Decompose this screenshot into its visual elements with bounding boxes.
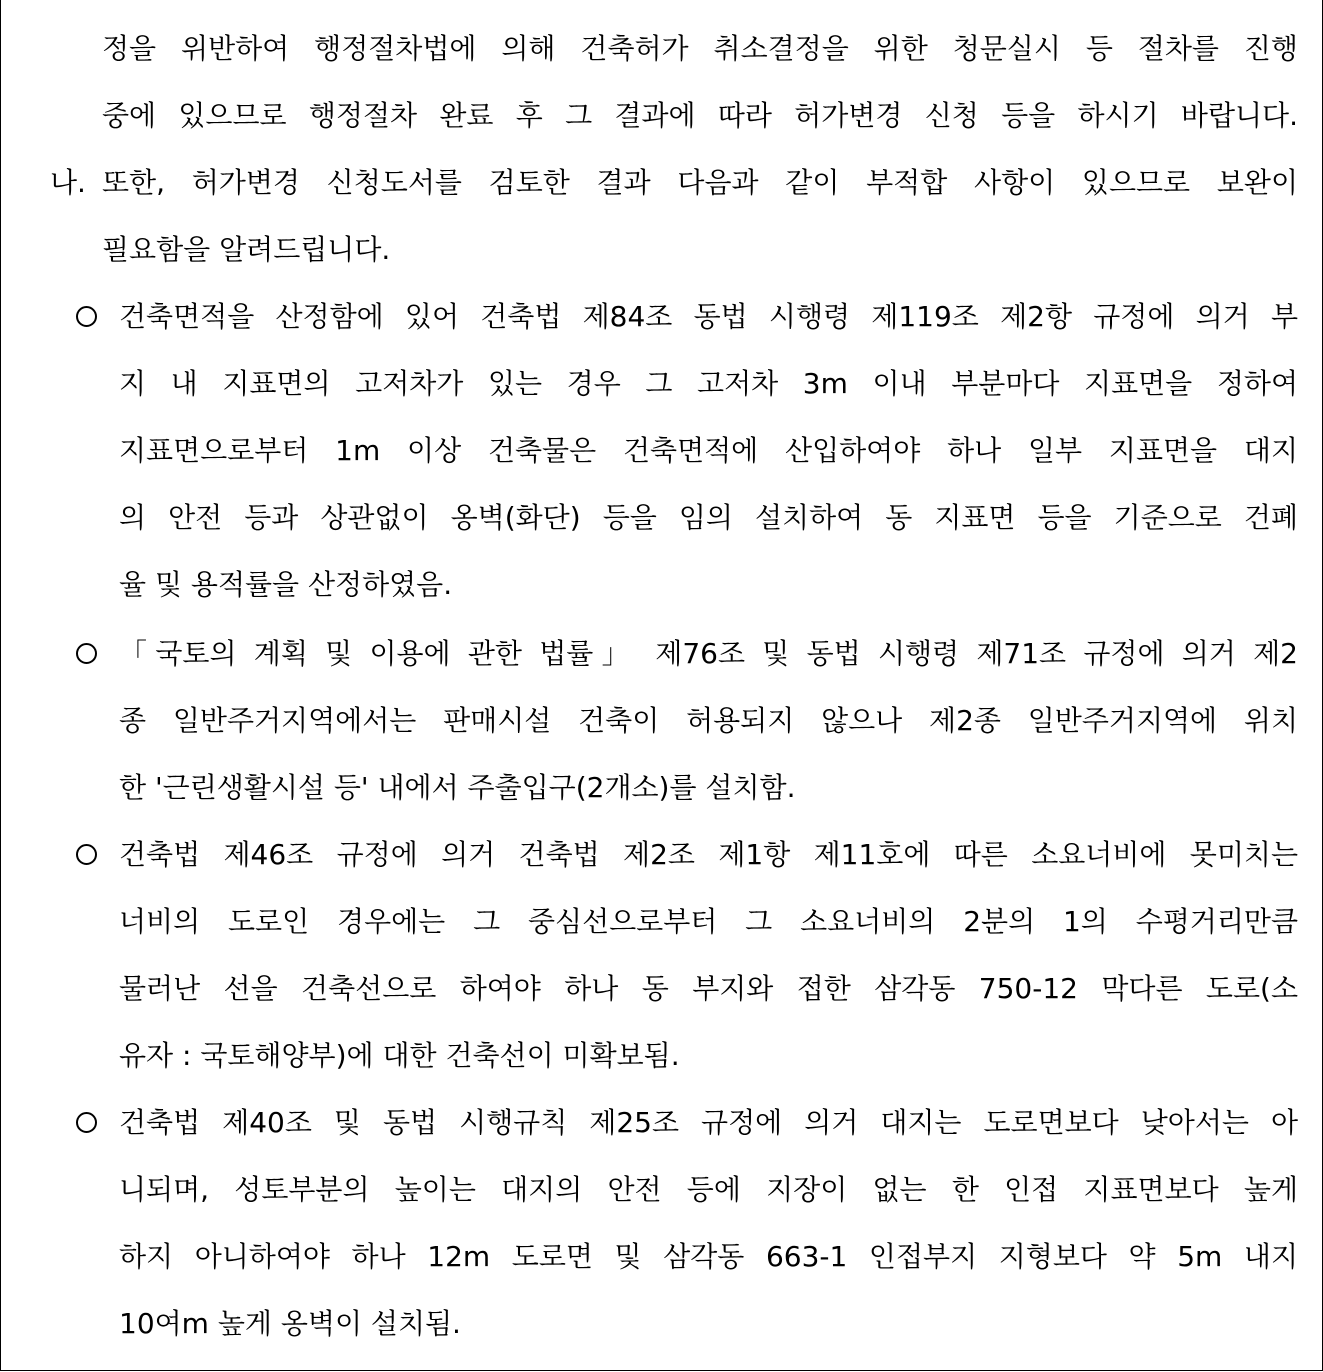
list-item-line: 유자 : 국토해양부)에 대한 건축선이 미확보됨.	[119, 1039, 680, 1072]
circle-bullet-icon	[76, 643, 97, 664]
paragraph-line: 또한, 허가변경 신청도서를 검토한 결과 다음과 같이 부적합 사항이 있으므로 보완이	[102, 166, 1298, 199]
list-item-line: 의 안전 등과 상관없이 옹벽(화단) 등을 임의 설치하여 동 지표면 등을 기준으로 건폐	[119, 501, 1298, 534]
circle-bullet-icon	[76, 1112, 97, 1133]
list-item-line: 종 일반주거지역에서는 판매시설 건축이 허용되지 않으나 제2종 일반주거지역에 위치	[119, 704, 1298, 737]
list-item-line: 건축면적을 산정함에 있어 건축법 제84조 동법 시행령 제119조 제2항 규정에 의거 부	[119, 300, 1298, 333]
paragraph-line: 정을 위반하여 행정절차법에 의해 건축허가 취소결정을 위한 청문실시 등 절차를 진행	[102, 32, 1298, 65]
paragraph-marker-na: 나.	[50, 166, 86, 199]
list-item-line: 건축법 제40조 및 동법 시행규칙 제25조 규정에 의거 대지는 도로면보다 낮아서는 아	[119, 1106, 1298, 1139]
circle-bullet-icon	[76, 844, 97, 865]
list-item-line: 지 내 지표면의 고저차가 있는 경우 그 고저차 3m 이내 부분마다 지표면을 정하여	[119, 367, 1298, 400]
list-item-line: 한 '근린생활시설 등' 내에서 주출입구(2개소)를 설치함.	[119, 771, 796, 804]
paragraph-line: 필요함을 알려드립니다.	[102, 233, 391, 266]
list-item-line: 지표면으로부터 1m 이상 건축물은 건축면적에 산입하여야 하나 일부 지표면을 대지	[119, 434, 1298, 467]
list-item-line: 율 및 용적률을 산정하였음.	[119, 568, 453, 601]
list-item-line: 「국토의 계획 및 이용에 관한 법률」 제76조 및 동법 시행령 제71조 규정에 의거 제2	[119, 637, 1298, 670]
list-item-line: 건축법 제46조 규정에 의거 건축법 제2조 제1항 제11호에 따른 소요너비에 못미치는	[119, 838, 1298, 871]
list-item-line: 너비의 도로인 경우에는 그 중심선으로부터 그 소요너비의 2분의 1의 수평거리만큼	[119, 905, 1298, 938]
circle-bullet-icon	[76, 306, 97, 327]
list-item-line: 물러난 선을 건축선으로 하여야 하나 동 부지와 접한 삼각동 750-12 막다른 도로(소	[119, 972, 1298, 1005]
list-item-line: 니되며, 성토부분의 높이는 대지의 안전 등에 지장이 없는 한 인접 지표면보다 높게	[119, 1173, 1298, 1206]
list-item-line: 10여m 높게 옹벽이 설치됨.	[119, 1307, 461, 1340]
list-item-line: 하지 아니하여야 하나 12m 도로면 및 삼각동 663-1 인접부지 지형보다 약 5m 내지	[119, 1240, 1298, 1273]
paragraph-line: 중에 있으므로 행정절차 완료 후 그 결과에 따라 허가변경 신청 등을 하시기 바랍니다.	[102, 99, 1298, 132]
